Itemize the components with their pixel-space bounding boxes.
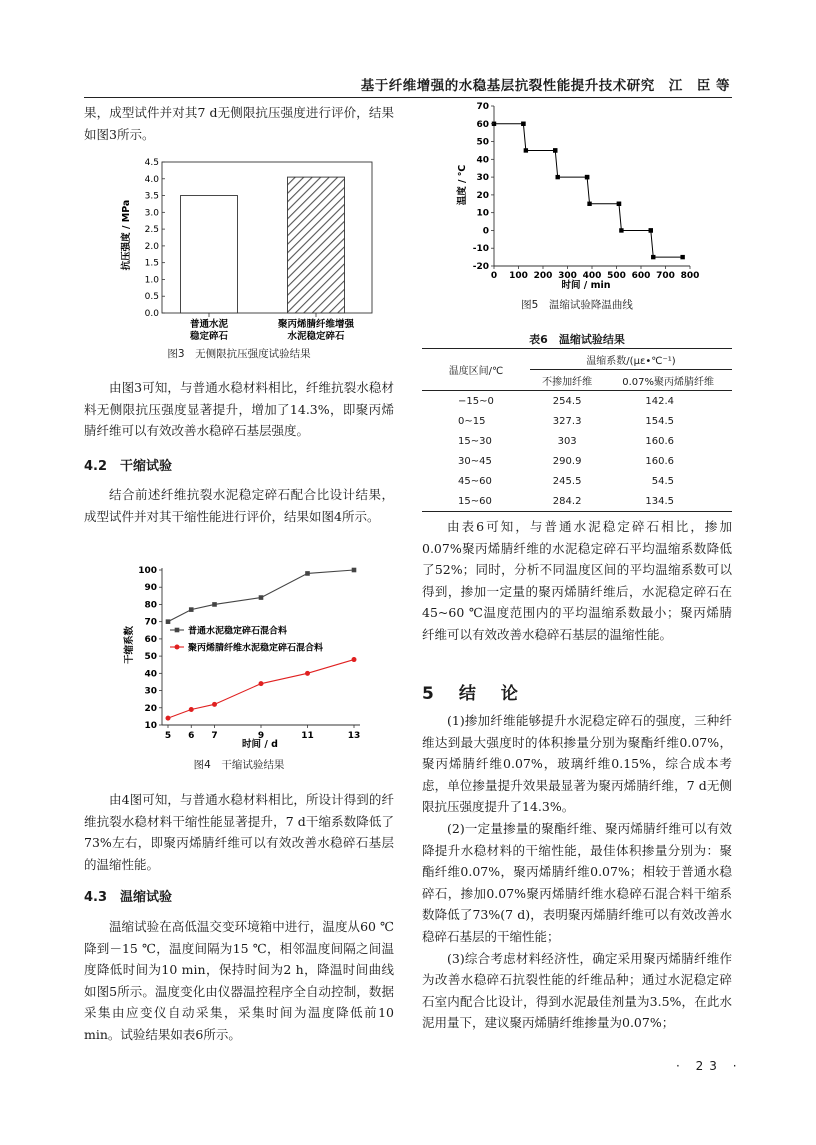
fig3-y-tick-label: 3.0 (144, 208, 159, 219)
fig3-y-tick-label: 0.5 (144, 292, 159, 303)
fig3-y-tick-label: 0.0 (144, 309, 159, 319)
table6-row (422, 391, 732, 412)
table6-cell-a: 303 (557, 435, 577, 447)
fig3-x-tick-label: 聚丙烯腈纤维增强 (277, 319, 355, 330)
table6-row (422, 451, 732, 471)
fig3-y-tick-label: 3.5 (144, 191, 159, 202)
paragraph-text: 果，成型试件并对其7 d无侧限抗压强度进行评价，结果如图3所示。 (84, 105, 394, 142)
table6-wrapper (422, 348, 732, 512)
fig4-y-tick-label: 10 (144, 721, 157, 731)
conclusion-3: (3)综合考虑材料经济性，确定采用聚丙烯腈纤维作为改善水稳碎石抗裂性能的纤维品种；通过水泥稳定碎石室内配合比设计，得到水泥最佳剂量为3.5%，在此水泥用量下，建议聚丙烯腈纤维掺量为0.07%； (422, 950, 732, 1031)
fig5-caption: 图5 温缩试验降温曲线 (521, 299, 633, 311)
table6-header-pan-fiber: 0.07%聚丙烯腈纤维 (622, 376, 715, 388)
conclusion-2: (2)一定量掺量的聚酯纤维、聚丙烯腈纤维可以有效降提升水稳材料的干缩性能，最佳体积掺量分别为：聚酯纤维0.07%，聚丙烯腈纤维0.07%；相较于普通水稳碎石，掺加0.07%聚丙烯腈纤维水稳碎石混合料干缩系数降低了73%(7 d)，表明聚丙烯腈纤维可以有效改善水稳碎石基层的干缩性能； (422, 820, 732, 944)
fig5-point (649, 228, 653, 232)
fig4-caption: 图4 干缩试验结果 (193, 759, 285, 771)
fig5-axes (494, 106, 690, 266)
section-5-heading: 5 结 论 (422, 684, 522, 704)
fig4-y-tick-label: 80 (144, 600, 157, 611)
left-paragraph-4 (84, 916, 394, 1046)
fig4-chart (118, 560, 368, 752)
header-rule (84, 97, 732, 98)
fig4-x-tick-label: 5 (164, 731, 172, 741)
paragraph-text: 结合前述纤维抗裂水泥稳定碎石配合比设计结果，成型试件并对其干缩性能进行评价，结果如图4所示。 (84, 487, 394, 524)
fig5-chart (452, 100, 702, 290)
fig4-series-1-point (352, 568, 357, 573)
fig5-x-tick-label: 800 (680, 271, 700, 281)
fig4-series-2-point (352, 657, 357, 662)
table6-body (422, 391, 732, 512)
table6-header-no-fiber: 不掺加纤维 (542, 376, 593, 388)
fig5-x-axis-label: 时间 / min (561, 280, 611, 290)
fig4-series-1-point (212, 602, 217, 607)
fig5-point (521, 122, 525, 126)
table6-cell-b: 54.5 (651, 475, 674, 487)
fig4-x-axis-label: 时间 / d (242, 739, 278, 750)
fig5-y-tick-label: 40 (476, 155, 489, 166)
fig5-y-tick-label: 10 (476, 208, 489, 219)
fig4-y-axis-label: 干缩系数 (124, 625, 135, 665)
table6-header-range: 温度区间/℃ (448, 366, 504, 377)
fig4-y-tick-label: 50 (144, 652, 157, 663)
fig3-y-tick-label: 2.5 (144, 225, 159, 236)
fig3-y-tick-label: 1.0 (144, 275, 159, 286)
paragraph-text: 由表6可知，与普通水泥稳定碎石相比，掺加0.07%聚丙烯腈纤维的水泥稳定碎石平均温缩系数降低了52%；同时，分析不同温度区间的平均温缩系数可以得到，掺加一定量的聚丙烯腈纤维后，水泥稳定碎石在45~60 ℃温度范围内的平均温缩系数最小；聚丙烯腈纤维可以有效改善水稳碎石基层的温缩性能。 (422, 519, 732, 642)
table6 (422, 348, 732, 512)
fig4-series-2-point (212, 702, 217, 707)
fig3-x-tick-label: 水泥稳定碎石 (287, 331, 345, 342)
table6-cell-a: 284.2 (552, 495, 582, 507)
table6-cell-range: 45~60 (458, 475, 492, 487)
fig4-y-tick-label: 70 (144, 617, 157, 628)
left-paragraph-2 (84, 484, 394, 527)
fig4-y-tick-label: 90 (144, 583, 157, 594)
fig4-y-tick-label: 40 (144, 669, 157, 680)
fig4-series-1-point (305, 571, 310, 576)
fig4-legend-marker (175, 645, 180, 650)
table6-cell-range: 15~60 (458, 495, 492, 507)
fig5-point (556, 175, 560, 179)
fig4-x-tick-label: 9 (257, 731, 265, 741)
table6-cell-range: 30~45 (458, 455, 492, 467)
right-paragraph-5 (422, 516, 732, 646)
fig3-y-tick-label: 2.0 (144, 241, 159, 252)
fig5-y-tick-label: 70 (476, 102, 489, 112)
fig4-x-tick-label: 7 (211, 731, 218, 741)
conclusions (422, 710, 732, 1034)
fig5-y-tick-label: -10 (472, 244, 489, 255)
fig3-y-tick-label: 4.0 (144, 174, 159, 185)
fig3-chart (118, 150, 380, 348)
paragraph-text: 由图3可知，与普通水稳材料相比，纤维抗裂水稳材料无侧限抗压强度显著提升，增加了14.3%，即聚丙烯腈纤维可以有效改善水稳碎石基层强度。 (84, 380, 394, 439)
fig4-series-1-point (259, 595, 264, 600)
fig3-y-axis-label: 抗压强度 / MPa (121, 199, 132, 271)
fig4-series-2-point (166, 716, 171, 721)
fig5-x-tick-label: 600 (631, 271, 651, 281)
table6-row (422, 471, 732, 491)
table6-cell-b: 142.4 (645, 395, 674, 407)
fig5-y-axis-label: 温度 / ℃ (457, 164, 468, 206)
fig3-caption: 图3 无侧限抗压强度试验结果 (167, 348, 311, 360)
running-header: 基于纤维增强的水稳基层抗裂性能提升技术研究 江 臣 等 (360, 78, 730, 94)
fig5-point (553, 148, 557, 152)
table6-cell-range: −15~0 (458, 395, 494, 407)
fig4-x-tick-label: 6 (188, 731, 195, 741)
fig5-point (680, 255, 684, 259)
fig3-x-tick-label: 普通水泥 (189, 319, 229, 330)
fig4-series-2-line (168, 660, 354, 719)
table6-cell-b: 154.5 (645, 415, 674, 427)
fig5-ticks (473, 102, 700, 281)
table6-caption: 表6 温缩试验结果 (529, 333, 625, 346)
fig4-legend-marker (175, 628, 180, 633)
fig3-bars (181, 177, 345, 317)
table6-cell-a: 254.5 (552, 395, 582, 407)
paragraph-text: 由4图可知，与普通水稳材料相比，所设计得到的纤维抗裂水稳材料干缩性能显著提升，7 d干缩系数降低了73%左右，即聚丙烯腈纤维可以有效改善水稳碎石基层的温缩性能。 (84, 792, 394, 872)
fig4-series-2-point (189, 707, 194, 712)
table6-row (422, 411, 732, 431)
fig4-y-tick-label: 30 (144, 686, 157, 697)
table6-cell-b: 160.6 (645, 435, 674, 447)
fig5-series (492, 122, 685, 260)
fig4-y-tick-label: 100 (138, 566, 157, 576)
fig5-y-tick-label: 50 (476, 137, 489, 148)
fig5-x-tick-label: 300 (558, 271, 577, 281)
table6-cell-range: 0~15 (458, 415, 486, 427)
fig4-series-2-point (259, 681, 264, 686)
fig5-x-tick-label: 0 (490, 271, 498, 281)
fig4-x-tick-label: 11 (301, 731, 314, 741)
fig5-series-line (494, 124, 683, 257)
fig4-series-1-point (189, 607, 194, 612)
table6-row (422, 491, 732, 512)
fig5-point (651, 255, 655, 259)
fig4-x-tick-label: 13 (347, 731, 361, 741)
fig4-legend (170, 625, 323, 654)
table6-row (422, 431, 732, 451)
fig3-x-labels (189, 318, 355, 342)
left-paragraph-3 (84, 789, 394, 875)
section-4-2-heading: 4.2 干缩试验 (84, 459, 173, 474)
section-4-3-heading: 4.3 温缩试验 (84, 890, 173, 905)
table6-cell-b: 134.5 (645, 495, 674, 507)
fig4-legend-label: 聚丙烯腈纤维水泥稳定碎石混合料 (188, 643, 324, 654)
fig5-x-tick-label: 200 (533, 271, 553, 281)
fig5-x-tick-label: 500 (607, 271, 626, 281)
fig4-series-2-point (305, 671, 310, 676)
fig4-legend-label: 普通水泥稳定碎石混合料 (188, 626, 288, 637)
fig3-y-tick-label: 4.5 (144, 158, 159, 168)
fig3-bar-2 (288, 177, 345, 313)
table6-cell-a: 245.5 (552, 475, 582, 487)
fig5-x-tick-label: 100 (509, 271, 528, 281)
fig5-point (585, 175, 589, 179)
table6-header-group: 温缩系数/(με•℃⁻¹) (530, 349, 732, 370)
left-paragraph-1 (84, 377, 394, 442)
conclusion-1: (1)掺加纤维能够提升水泥稳定碎石的强度，三种纤维达到最大强度时的体积掺量分别为聚酯纤维0.07%，聚丙烯腈纤维0.07%，玻璃纤维0.15%，综合成本考虑，单位掺量提升效果最显著为聚丙烯腈纤维，7 d无侧限抗压强度提升了14.3%。 (422, 713, 732, 815)
fig5-point (587, 202, 591, 206)
fig5-y-tick-label: -20 (472, 262, 489, 272)
fig4-y-tick-label: 20 (144, 703, 157, 714)
fig5-x-tick-label: 400 (582, 271, 602, 281)
fig5-y-tick-label: 60 (476, 119, 489, 130)
fig4-y-tick-label: 60 (144, 634, 157, 645)
page-number: · 23 · (676, 1059, 743, 1073)
fig5-point (617, 202, 621, 206)
fig3-bar-1 (181, 196, 238, 313)
table6-cell-range: 15~30 (458, 435, 492, 447)
fig5-point (524, 148, 528, 152)
left-paragraph-0 (84, 102, 394, 145)
fig3-y-tick-label: 1.5 (144, 258, 159, 269)
fig5-y-tick-label: 30 (476, 173, 489, 184)
fig5-y-tick-label: 0 (482, 226, 489, 237)
table6-cell-a: 327.3 (552, 415, 582, 427)
fig4-ticks (138, 566, 360, 741)
paragraph-text: 温缩试验在高低温交变环境箱中进行，温度从60 ℃降到－15 ℃，温度间隔为15 ℃，相邻温度间隔之间温度降低时间为10 min，保持时间为2 h，降温时间曲线如图5所示。温度变化由仪器温控程序全自动控制，数据采集由应变仪自动采集，采集时间为温度降低前10 min。试验结果如表6所示。 (84, 919, 394, 1042)
fig3-x-tick-label: 稳定碎石 (189, 331, 229, 342)
fig5-point (619, 228, 623, 232)
table6-cell-a: 290.9 (552, 455, 582, 467)
fig5-y-tick-label: 20 (476, 190, 489, 201)
table6-cell-b: 160.6 (645, 455, 674, 467)
fig5-x-tick-label: 700 (656, 271, 675, 281)
fig4-series-1-point (166, 619, 171, 624)
